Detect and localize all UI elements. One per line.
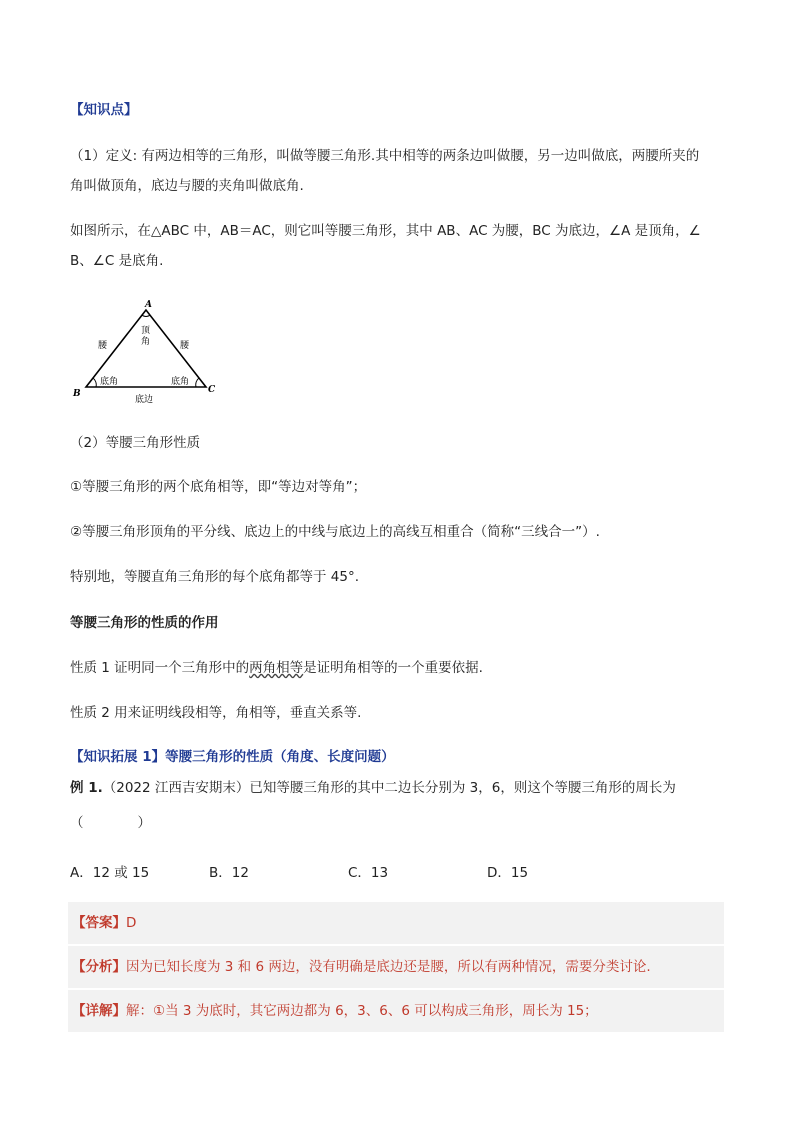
option-d: D．15 — [487, 865, 529, 881]
isosceles-triangle-figure — [68, 296, 228, 410]
usage-1-pre: 性质 1 证明同一个三角形中的 — [70, 660, 250, 676]
definition-line-2: 角叫做顶角，底边与腰的夹角叫做底角. — [70, 178, 304, 194]
extension-tag: 【知识拓展 1】 — [70, 749, 166, 765]
option-b: B．12 — [209, 865, 249, 881]
property-2: ②等腰三角形顶角的平分线、底边上的中线与底边上的高线互相重合（简称“三线合一”）. — [70, 524, 600, 540]
answer-value: D — [126, 915, 137, 931]
right-leg-label: 腰 — [180, 341, 190, 351]
answer-label: 【答案】 — [72, 915, 126, 931]
analysis-box — [68, 946, 724, 988]
definition-line-1: （1）定义: 有两边相等的三角形，叫做等腰三角形.其中相等的两条边叫做腰，另一边叫做底，两腰所夹的 — [70, 148, 700, 164]
apex-angle-label-2: 角 — [141, 337, 151, 347]
special-note: 特别地，等腰直角三角形的每个底角都等于 45°. — [70, 569, 360, 585]
option-c: C．13 — [348, 865, 389, 881]
analysis-label: 【分析】 — [72, 959, 126, 975]
base-label: 底边 — [135, 395, 154, 405]
right-base-angle-label: 底角 — [171, 377, 190, 387]
detail-box — [68, 990, 724, 1032]
usage-heading: 等腰三角形的性质的作用 — [70, 615, 219, 631]
left-leg-label: 腰 — [98, 341, 108, 351]
usage-1 — [70, 655, 483, 681]
vertex-b-label: B — [73, 389, 81, 399]
example-question — [70, 775, 676, 801]
extension-title: 等腰三角形的性质（角度、长度问题） — [165, 749, 395, 765]
option-a: A．12 或 15 — [70, 865, 150, 881]
example-line-2: B、∠C 是底角. — [70, 253, 164, 269]
property-title: （2）等腰三角形性质 — [70, 435, 201, 451]
answer-blank: （ ） — [70, 815, 151, 831]
analysis-text: 因为已知长度为 3 和 6 两边，没有明确是底边还是腰，所以有两种情况，需要分类讨论. — [126, 959, 651, 975]
example-line-1: 如图所示，在△ABC 中，AB＝AC，则它叫等腰三角形，其中 AB、AC 为腰，BC 为底边，∠A 是顶角，∠ — [70, 223, 701, 239]
answer-box — [68, 902, 724, 944]
usage-2: 性质 2 用来证明线段相等，角相等，垂直关系等. — [70, 705, 362, 721]
example-label: 例 1. — [70, 780, 103, 796]
apex-angle-label-1: 顶 — [141, 326, 151, 336]
property-1: ①等腰三角形的两个底角相等，即“等边对等角”； — [70, 479, 367, 495]
detail-text: 解：①当 3 为底时，其它两边都为 6，3、6、6 可以构成三角形，周长为 15； — [126, 1003, 598, 1019]
detail-label: 【详解】 — [72, 1003, 126, 1019]
usage-1-post: 是证明角相等的一个重要依据. — [303, 660, 483, 676]
section-heading: 【知识点】 — [70, 102, 138, 118]
vertex-c-label: C — [208, 385, 216, 395]
example-question-text: （2022 江西吉安期末）已知等腰三角形的其中二边长分别为 3，6，则这个等腰三角形的周长为 — [102, 780, 676, 796]
vertex-a-label: A — [145, 300, 152, 310]
extension-heading — [70, 744, 395, 770]
left-base-angle-label: 底角 — [100, 377, 119, 387]
usage-1-emphasis: 两角相等 — [249, 660, 304, 676]
